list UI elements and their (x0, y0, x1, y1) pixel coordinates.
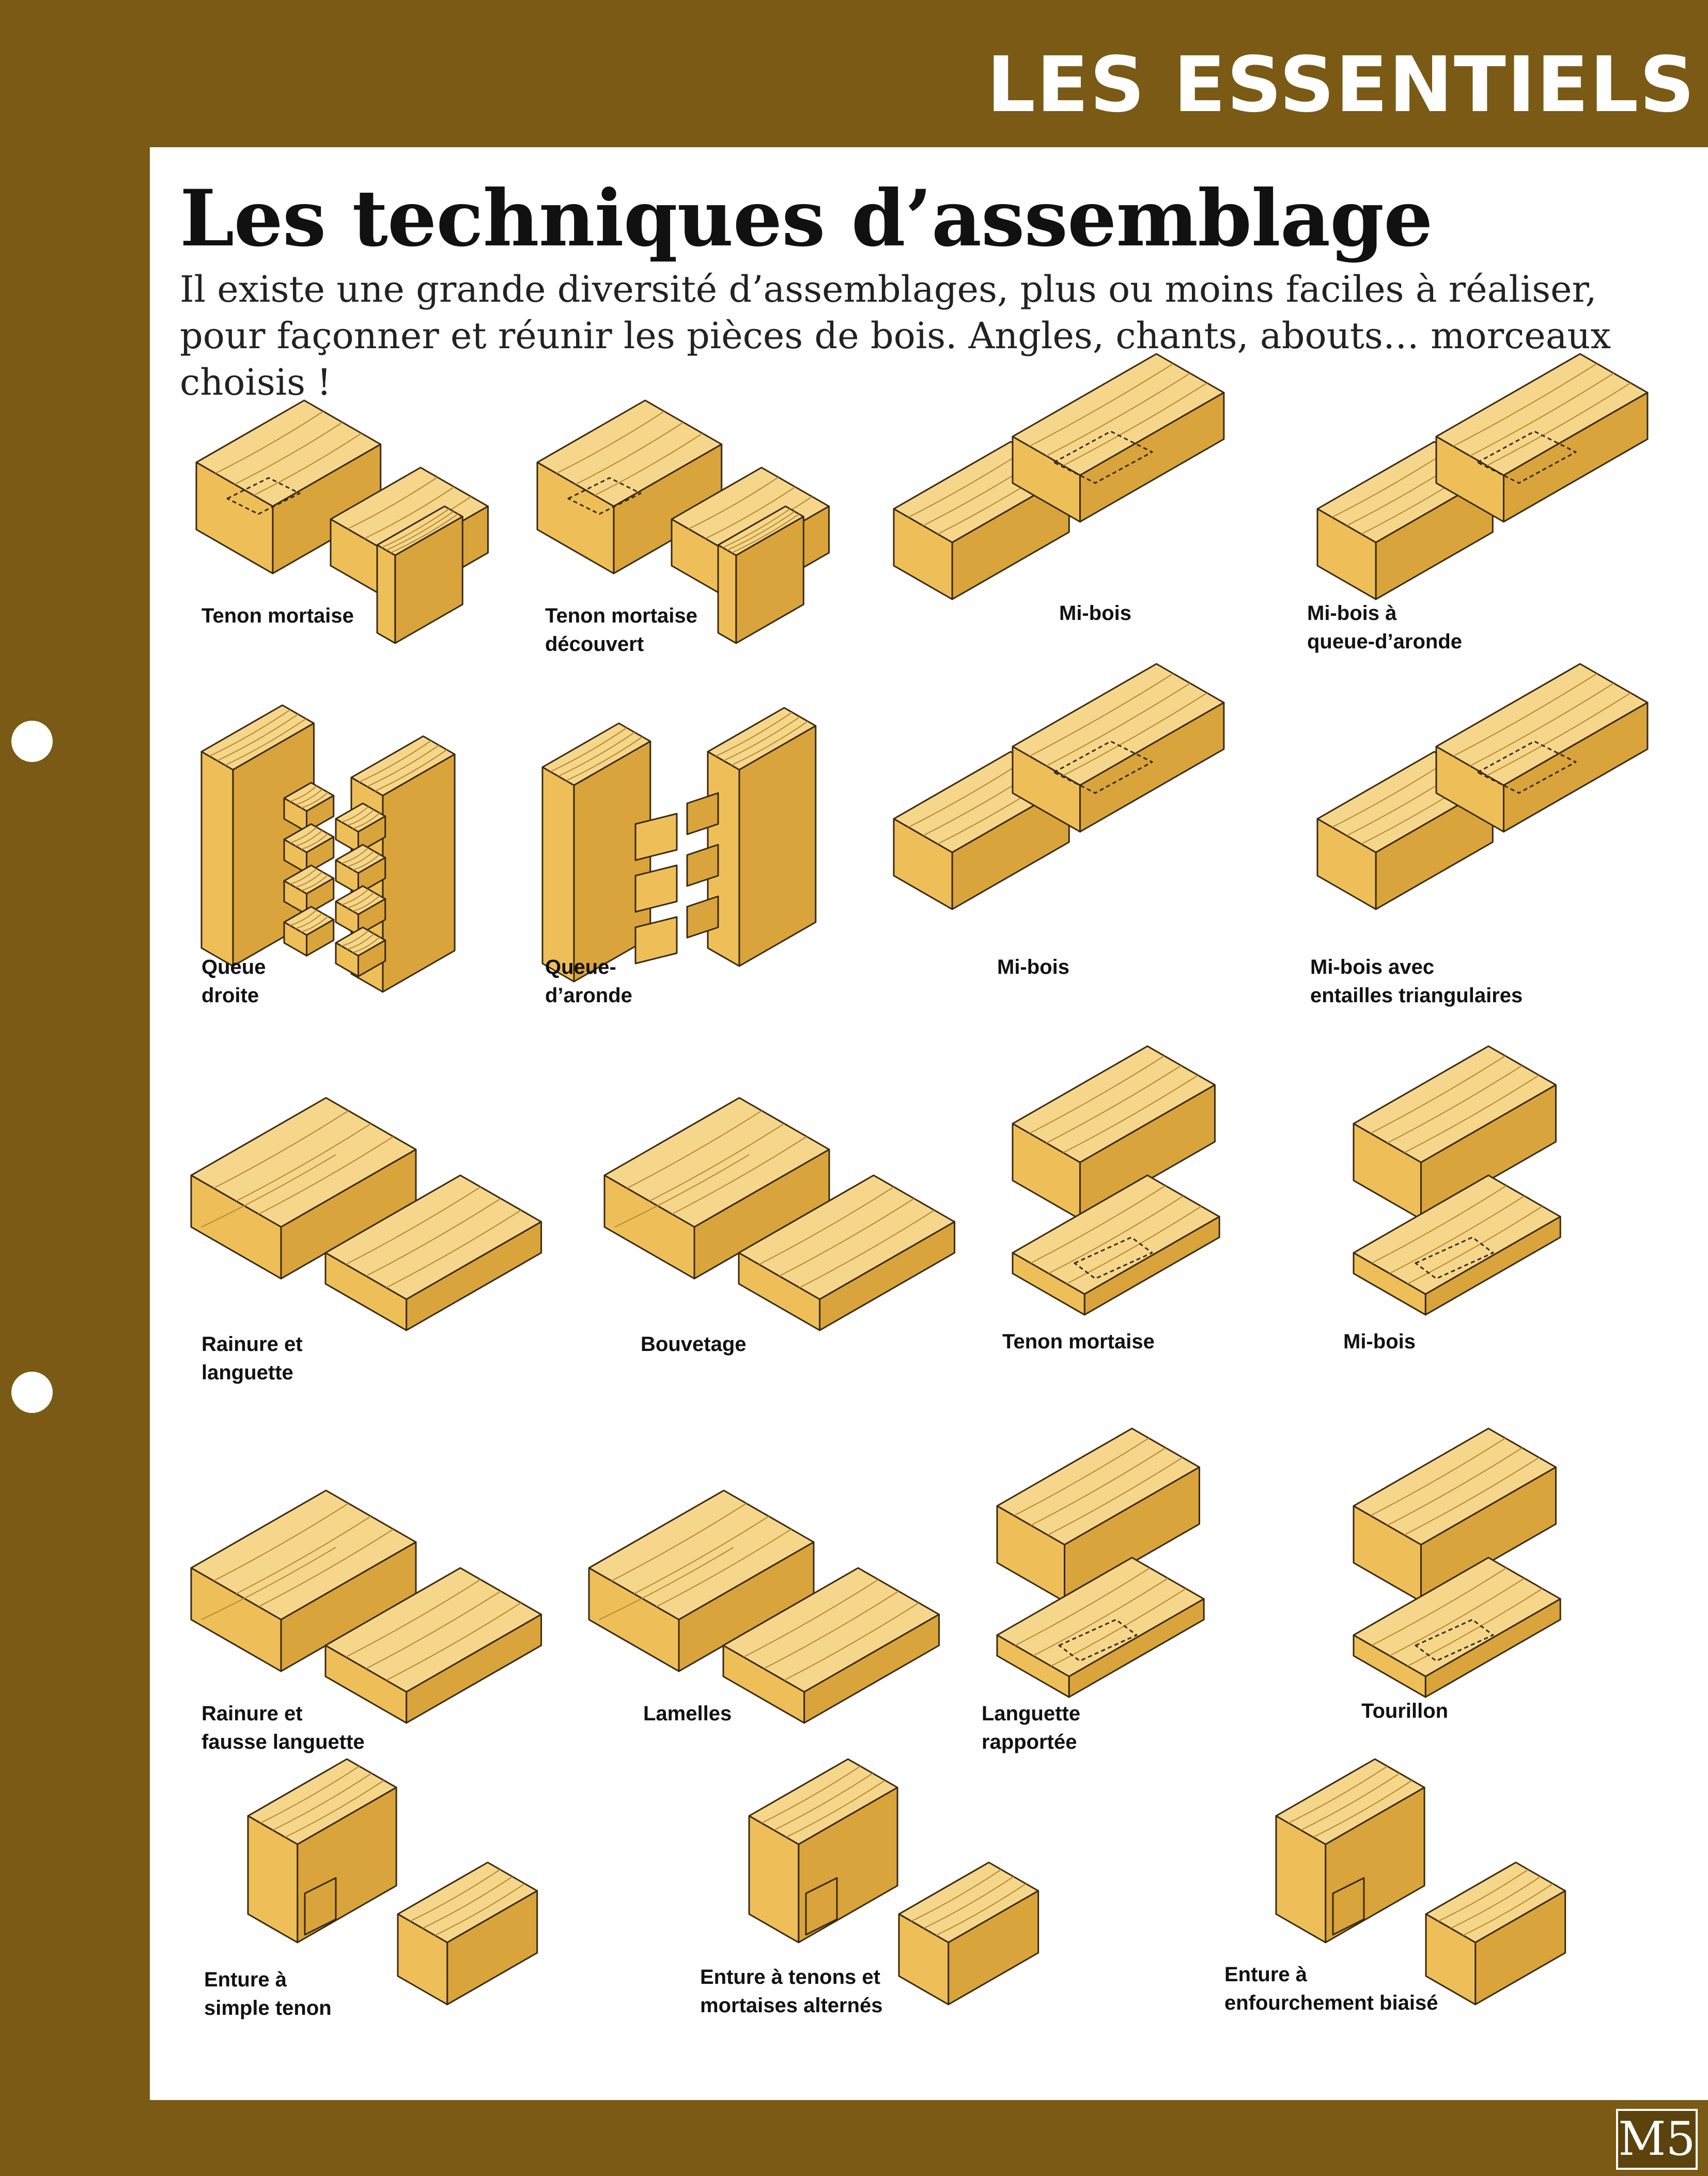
joint-queue-droite (181, 721, 542, 1031)
joint-caption: Rainure et languette (201, 1333, 303, 1384)
joint-languette-rapportee (982, 1418, 1343, 1790)
joint-tenon-mortaise (181, 375, 542, 664)
joint-enture-enfourchement-biaise (1209, 1764, 1674, 2085)
joint-illustration (1209, 1764, 1674, 2085)
joint-tenon-mortaise-2 (997, 1036, 1359, 1397)
joint-caption: Enture à simple tenon (204, 1968, 332, 2019)
joint-caption: Tourillon (1361, 1700, 1449, 1722)
joint-caption: Tenon mortaise découvert (545, 604, 697, 656)
punch-hole (11, 1372, 53, 1413)
joint-caption: Mi-bois avec entailles triangulaires (1310, 956, 1523, 1007)
joint-caption: Mi-bois (1059, 602, 1131, 625)
content-sheet (150, 147, 1708, 2100)
joint-illustration (181, 1764, 594, 2085)
joint-caption: Languette rapportée (982, 1702, 1081, 1753)
joint-queue-daronde (522, 721, 883, 1031)
joint-tourillon (1338, 1418, 1700, 1790)
intro-text: Il existe une grande diversité d’assemblages, plus ou moins faciles à réaliser, pour façonner et réunir les pièces de bois. Angles, chants, abouts… morceaux choisis ! (180, 268, 1611, 403)
joint-illustration (1338, 1418, 1700, 1790)
section-label: LES ESSENTIELS (986, 40, 1696, 129)
joint-caption: Enture à enfourchement biaisé (1224, 1963, 1438, 2014)
joint-caption: Tenon mortaise (1002, 1330, 1155, 1353)
joint-tenon-mortaise-decouvert (522, 375, 883, 664)
joint-bouvetage (594, 1077, 956, 1397)
page-number: M5 (1616, 2109, 1698, 2170)
page-title: Les techniques d’assemblage (180, 173, 1433, 264)
punch-hole (11, 721, 53, 762)
joint-illustration (883, 685, 1276, 1025)
joint-illustration (579, 1470, 971, 1790)
joint-mi-bois-2 (883, 685, 1276, 1025)
joint-enture-tenons-alternes (682, 1764, 1137, 2085)
joint-illustration (682, 1764, 1137, 2085)
joint-rainure-languette (181, 1077, 542, 1397)
joint-caption: Lamelles (643, 1702, 732, 1725)
joint-mi-bois-queue-daronde (1307, 375, 1700, 664)
joint-lamelles (579, 1470, 971, 1790)
joint-enture-simple-tenon (181, 1764, 594, 2085)
joint-caption: Mi-bois à queue-d’aronde (1307, 602, 1463, 653)
joint-mi-bois-entailles-triangulaires (1307, 685, 1700, 1025)
joint-caption: Tenon mortaise (201, 604, 354, 627)
joint-caption: Mi-bois (1343, 1330, 1416, 1353)
joint-caption: Bouvetage (641, 1333, 747, 1356)
joint-caption: Rainure et fausse languette (201, 1702, 365, 1753)
joint-rainure-fausse-languette (181, 1470, 573, 1790)
joint-caption: Queue droite (201, 956, 266, 1007)
joint-mi-bois-3 (1338, 1036, 1700, 1397)
joint-caption: Queue- d’aronde (545, 956, 632, 1007)
joint-mi-bois (883, 375, 1276, 664)
joint-caption: Enture à tenons et mortaises alternés (700, 1966, 883, 2017)
joint-caption: Mi-bois (997, 956, 1069, 978)
